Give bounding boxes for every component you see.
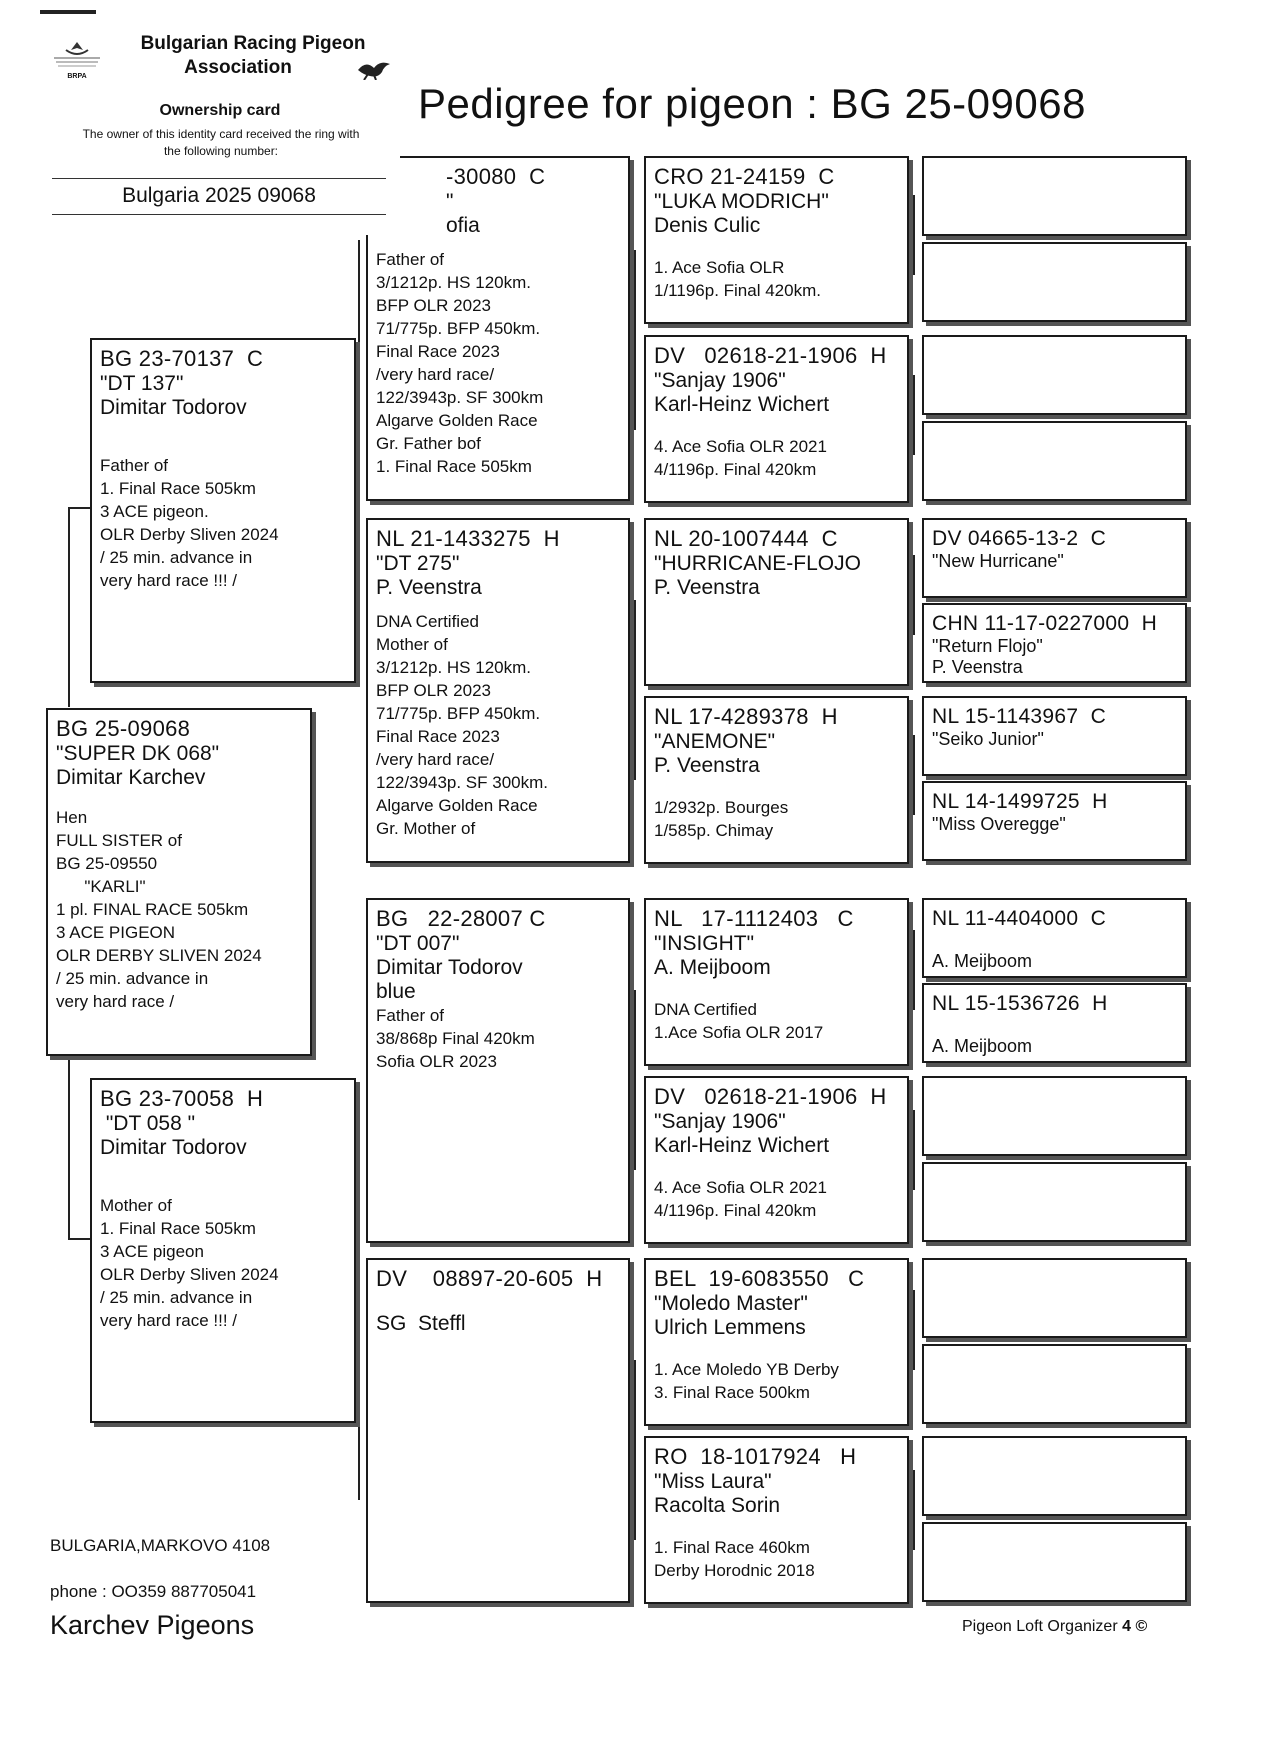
connector-line bbox=[68, 507, 90, 509]
pigeon-emblem-icon bbox=[356, 58, 392, 85]
ring-number: DV 04665-13-2 C bbox=[932, 527, 1107, 550]
pedigree-box-gen5 bbox=[922, 781, 1187, 861]
pigeon-name: "Miss Overegge" bbox=[932, 814, 1066, 834]
connector-line bbox=[634, 250, 636, 430]
pedigree-box-gen5 bbox=[922, 983, 1187, 1063]
connector-line bbox=[913, 930, 915, 1010]
ring-number: RO 18-1017924 H bbox=[654, 1444, 857, 1469]
connector-line bbox=[913, 735, 915, 815]
connector-line bbox=[634, 1360, 636, 1540]
divider bbox=[52, 178, 386, 179]
pigeon-name: "Sanjay 1906" bbox=[654, 1110, 786, 1133]
pigeon-notes: Hen FULL SISTER of BG 25-09550 "KARLI" 1 pl. FINAL RACE 505km 3 ACE PIGEON OLR DERBY SLIVEN 2024 / 25 min. advance in very hard race / bbox=[56, 808, 262, 1011]
owner-name: Karl-Heinz Wichert bbox=[654, 393, 830, 416]
owner-name: A. Meijboom bbox=[932, 1036, 1033, 1056]
software-name: Pigeon Loft Organizer bbox=[962, 1618, 1118, 1635]
pedigree-box-gen5 bbox=[922, 603, 1187, 683]
pedigree-box-gen5 bbox=[922, 242, 1187, 322]
pigeon-name: "HURRICANE-FLOJO bbox=[654, 552, 861, 575]
connector-line bbox=[913, 1290, 915, 1370]
association-name-line1: Bulgarian Racing Pigeon bbox=[140, 33, 366, 54]
owner-phone: phone : OO359 887705041 bbox=[50, 1582, 257, 1601]
connector-line bbox=[68, 1238, 90, 1240]
connector-line bbox=[913, 555, 915, 635]
pedigree-box-dam-dam bbox=[366, 1258, 630, 1603]
pigeon-name: "Seiko Junior" bbox=[932, 729, 1044, 749]
pedigree-box-sire-sire bbox=[366, 156, 630, 501]
owner-name: Ulrich Lemmens bbox=[654, 1316, 806, 1339]
owner-name: A. Meijboom bbox=[932, 951, 1033, 971]
pigeon-notes: DNA Certified 1.Ace Sofia OLR 2017 bbox=[654, 1000, 824, 1042]
ring-number: NL 11-4404000 C bbox=[932, 907, 1107, 930]
ring-number: CHN 11-17-0227000 H bbox=[932, 612, 1158, 635]
ring-number: BG 22-28007 C bbox=[376, 906, 546, 931]
ownership-text-line2: the following number: bbox=[163, 144, 279, 158]
owner-name: SG Steffl bbox=[376, 1312, 466, 1335]
pedigree-box-gen5 bbox=[922, 335, 1187, 415]
ring-number: NL 17-4289378 H bbox=[654, 704, 838, 729]
pedigree-box-gen4 bbox=[644, 1076, 909, 1244]
pigeon-notes: Mother of 1. Final Race 505km 3 ACE pigeon OLR Derby Sliven 2024 / 25 min. advance in very hard race !!! / bbox=[100, 1196, 279, 1330]
ownership-text bbox=[58, 126, 384, 160]
pigeon-name: "LUKA MODRICH" bbox=[654, 190, 829, 213]
ownership-text-line1: The owner of this identity card received the ring with bbox=[82, 127, 360, 141]
pigeon-notes: 1/2932p. Bourges 1/585p. Chimay bbox=[654, 798, 789, 840]
pedigree-box-gen5 bbox=[922, 898, 1187, 978]
pigeon-name: "Sanjay 1906" bbox=[654, 369, 786, 392]
ring-number: BG 23-70058 H bbox=[100, 1086, 264, 1111]
ring-number: NL 14-1499725 H bbox=[932, 790, 1108, 813]
pigeon-name: "DT 058 " bbox=[100, 1112, 196, 1135]
pedigree-box-dam bbox=[90, 1078, 356, 1423]
pedigree-box-gen5 bbox=[922, 1258, 1187, 1338]
logo-text: BRPA bbox=[67, 73, 87, 80]
pedigree-box-gen5 bbox=[922, 1344, 1187, 1424]
connector-line bbox=[68, 507, 70, 707]
pedigree-box-gen5 bbox=[922, 1162, 1187, 1242]
pigeon-notes: DNA Certified Mother of 3/1212p. HS 120km. BFP OLR 2023 71/775p. BFP 450km. Final Race 2023 /very hard race/ 122/3943p. SF 300km. Algarve Golden Race Gr. Mother of bbox=[376, 612, 549, 838]
connector-line bbox=[358, 1100, 360, 1500]
pigeon-notes: Father of 38/868p Final 420km Sofia OLR 2023 bbox=[376, 1006, 535, 1071]
connector-line bbox=[913, 1470, 915, 1550]
pigeon-color: blue bbox=[376, 980, 416, 1003]
pedigree-box-gen5 bbox=[922, 421, 1187, 501]
pedigree-box-gen5 bbox=[922, 518, 1187, 598]
pedigree-box-dam-sire bbox=[366, 898, 630, 1243]
owner-name: Karl-Heinz Wichert bbox=[654, 1134, 830, 1157]
loft-name: Karchev Pigeons bbox=[50, 1610, 255, 1640]
connector-line bbox=[68, 1050, 70, 1240]
pedigree-box-gen5 bbox=[922, 1436, 1187, 1516]
pigeon-notes: 1. Final Race 460km Derby Horodnic 2018 bbox=[654, 1538, 815, 1580]
pedigree-box-subject bbox=[46, 708, 312, 1056]
owner-name: P. Veenstra bbox=[654, 754, 760, 777]
divider bbox=[52, 214, 386, 215]
owner-name: P. Veenstra bbox=[654, 576, 760, 599]
pigeon-notes: 1. Ace Sofia OLR 1/1196p. Final 420km. bbox=[654, 258, 821, 300]
pigeon-notes: 4. Ace Sofia OLR 2021 4/1196p. Final 420km bbox=[654, 437, 827, 479]
connector-line bbox=[634, 990, 636, 1170]
pedigree-box-gen5 bbox=[922, 696, 1187, 776]
pedigree-box-sire bbox=[90, 338, 356, 683]
pigeon-name: "Moledo Master" bbox=[654, 1292, 808, 1315]
owner-name: Denis Culic bbox=[654, 214, 761, 237]
ring-number: DV 02618-21-1906 H bbox=[654, 1084, 887, 1109]
pedigree-box-gen4 bbox=[644, 898, 909, 1066]
ring-number: NL 15-1536726 H bbox=[932, 992, 1108, 1015]
pigeon-name: "Return Flojo" bbox=[932, 636, 1043, 656]
pigeon-name: "ANEMONE" bbox=[654, 730, 776, 753]
ownership-title: Ownership card bbox=[159, 102, 281, 119]
connector-line bbox=[913, 375, 915, 455]
ring-number: BEL 19-6083550 C bbox=[654, 1266, 865, 1291]
ring-number: DV 08897-20-605 H bbox=[376, 1266, 603, 1291]
association-name-line2: Association bbox=[184, 57, 292, 78]
pedigree-box-gen5 bbox=[922, 1076, 1187, 1156]
pigeon-name: " bbox=[446, 190, 454, 213]
ring-number-value: Bulgaria 2025 09068 bbox=[122, 184, 316, 207]
pedigree-box-gen4 bbox=[644, 518, 909, 686]
pigeon-name: "New Hurricane" bbox=[932, 551, 1064, 571]
software-credit bbox=[962, 1618, 1147, 1636]
connector-line bbox=[913, 195, 915, 275]
pigeon-notes: Father of 1. Final Race 505km 3 ACE pigeon. OLR Derby Sliven 2024 / 25 min. advance in very hard race !!! / bbox=[100, 456, 279, 590]
owner-name: Dimitar Karchev bbox=[56, 766, 206, 789]
ring-number: BG 23-70137 C bbox=[100, 346, 264, 371]
pedigree-box-gen5 bbox=[922, 1522, 1187, 1602]
ring-number: BG 25-09068 bbox=[56, 716, 191, 741]
association-logo bbox=[48, 38, 106, 82]
ring-number: NL 15-1143967 C bbox=[932, 705, 1107, 728]
pedigree-box-gen4 bbox=[644, 696, 909, 864]
connector-line bbox=[634, 600, 636, 780]
pedigree-box-gen4 bbox=[644, 1436, 909, 1604]
pedigree-box-gen4 bbox=[644, 335, 909, 503]
pigeon-name: "SUPER DK 068" bbox=[56, 742, 220, 765]
connector-line bbox=[358, 240, 360, 680]
owner-name: Racolta Sorin bbox=[654, 1494, 781, 1517]
owner-name: Dimitar Todorov bbox=[100, 396, 247, 419]
pedigree-box-gen4 bbox=[644, 1258, 909, 1426]
ring-number: NL 20-1007444 C bbox=[654, 526, 838, 551]
pigeon-notes: 1. Ace Moledo YB Derby 3. Final Race 500km bbox=[654, 1360, 839, 1402]
software-version: 4 © bbox=[1122, 1618, 1148, 1635]
page-title: Pedigree for pigeon : BG 25-09068 bbox=[418, 80, 1086, 127]
ring-number: DV 02618-21-1906 H bbox=[654, 343, 887, 368]
ring-number: -30080 C bbox=[446, 164, 546, 189]
pigeon-notes: Father of 3/1212p. HS 120km. BFP OLR 2023 71/775p. BFP 450km. Final Race 2023 /very hard race/ 122/3943p. SF 300km Algarve Golden Race Gr. Father bof 1. Final Race 505km bbox=[376, 250, 544, 476]
owner-name: P. Veenstra bbox=[376, 576, 482, 599]
owner-name: P. Veenstra bbox=[932, 657, 1023, 677]
pigeon-notes: 4. Ace Sofia OLR 2021 4/1196p. Final 420km bbox=[654, 1178, 827, 1220]
connector-line bbox=[913, 1110, 915, 1190]
scan-mark bbox=[40, 10, 96, 14]
ring-number: NL 17-1112403 C bbox=[654, 906, 854, 931]
ring-number: CRO 21-24159 C bbox=[654, 164, 835, 189]
pigeon-name: "Miss Laura" bbox=[654, 1470, 772, 1493]
owner-name: Dimitar Todorov bbox=[376, 956, 523, 979]
association-name bbox=[128, 32, 378, 80]
pedigree-box-sire-dam bbox=[366, 518, 630, 863]
pedigree-box-gen5 bbox=[922, 156, 1187, 236]
pigeon-name: "DT 137" bbox=[100, 372, 184, 395]
pedigree-box-gen4 bbox=[644, 156, 909, 324]
owner-name: ofia bbox=[446, 214, 480, 237]
owner-name: A. Meijboom bbox=[654, 956, 771, 979]
pigeon-name: "DT 275" bbox=[376, 552, 460, 575]
pigeon-name: "INSIGHT" bbox=[654, 932, 755, 955]
pigeon-name: "DT 007" bbox=[376, 932, 460, 955]
owner-address: BULGARIA,MARKOVO 4108 bbox=[50, 1536, 271, 1555]
owner-name: Dimitar Todorov bbox=[100, 1136, 247, 1159]
ring-number: NL 21-1433275 H bbox=[376, 526, 560, 551]
ownership-card bbox=[0, 0, 400, 235]
